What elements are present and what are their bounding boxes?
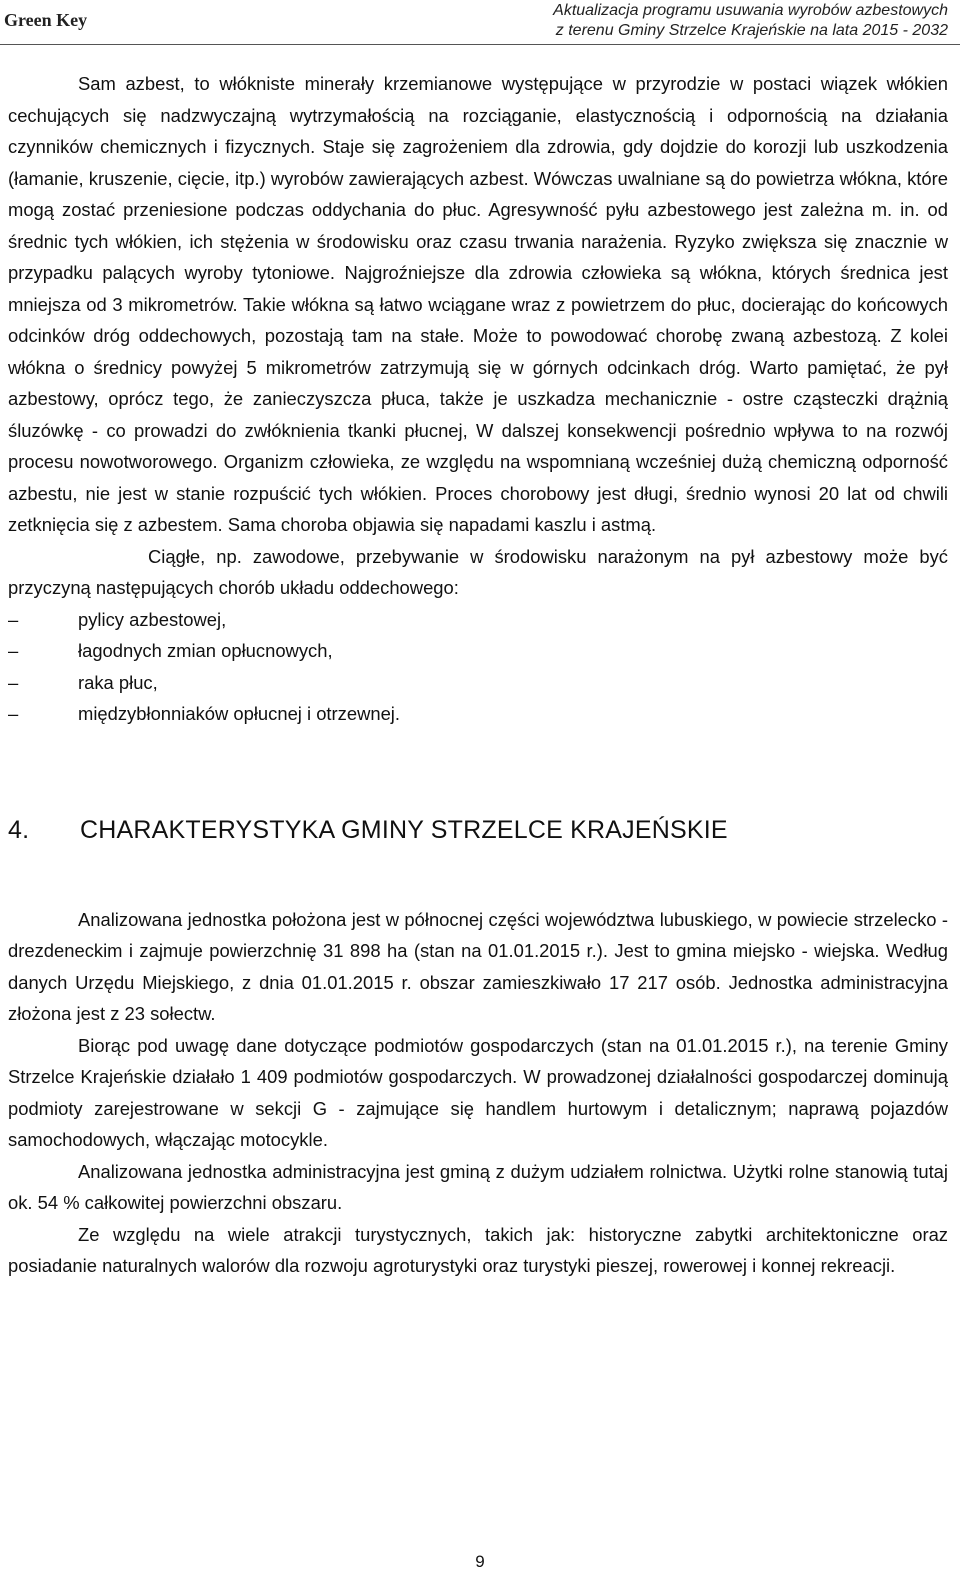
paragraph-businesses: Biorąc pod uwagę dane dotyczące podmiotów gospodarczych (stan na 01.01.2015 r.), na terenie Gminy Strzelce Krajeńskie działało 1 409 podmiotów gospodarczych. W prowadzonej działalności gospodarczej dominują podmioty zarejestrowane w sekcji G - zajmujące się handlem hurtowym i detalicznym; naprawą pojazdów samochodowych, włączając motocykle.	[8, 1034, 948, 1150]
brand-name: Green Key	[4, 10, 88, 30]
section-heading	[8, 810, 948, 850]
page-content	[8, 68, 948, 1282]
section-number: 4.	[8, 815, 30, 844]
list-item	[8, 667, 948, 699]
list-item-text: pylicy azbestowej,	[78, 608, 227, 630]
list-item	[8, 604, 948, 636]
section-title: CHARAKTERYSTYKA GMINY STRZELCE KRAJEŃSKIE	[80, 815, 728, 844]
list-item-text: raka płuc,	[78, 671, 158, 693]
document-title-line-2: z terenu Gminy Strzelce Krajeńskie na lata 2015 - 2032	[555, 22, 948, 39]
dash-bullet: –	[8, 671, 19, 693]
list-item	[8, 698, 948, 730]
dash-bullet: –	[8, 703, 19, 724]
paragraph-tourism: Ze względu na wiele atrakcji turystycznych, takich jak: historyczne zabytki architektoniczne oraz posiadanie naturalnych walorów dla rozwoju agroturystyki oraz turystyki pieszej, rowerowej i konnej rekreacji.	[8, 1223, 948, 1276]
header-divider	[0, 44, 960, 45]
paragraph-location: Analizowana jednostka położona jest w północnej części województwa lubuskiego, w powiecie strzelecko - drezdeneckim i zajmuje powierzchnię 31 898 ha (stan na 01.01.2015 r.). Jest to gmina miejsko - wiejska. Według danych Urzędu Miejskiego, z dnia 01.01.2015 r. obszar zamieszkiwało 17 217 osób. Jednostka administracyjna złożona jest z 23 sołectw.	[8, 908, 948, 1024]
dash-bullet: –	[8, 640, 19, 661]
paragraph-exposure-intro: Ciągłe, np. zawodowe, przebywanie w środowisku narażonym na pył azbestowy może być przyczyną następujących chorób układu oddechowego:	[8, 545, 948, 598]
document-title-line-1: Aktualizacja programu usuwania wyrobów azbestowych	[553, 2, 948, 19]
list-item-text: łagodnych zmian opłucnowych,	[78, 640, 333, 661]
page-header	[0, 0, 960, 44]
list-item	[8, 635, 948, 667]
document-title	[553, 1, 948, 41]
paragraph-agriculture: Analizowana jednostka administracyjna jest gminą z dużym udziałem rolnictwa. Użytki rolne stanowią tutaj ok. 54 % całkowitej powierzchni obszaru.	[8, 1160, 948, 1213]
list-item-text: międzybłonniaków opłucnej i otrzewnej.	[78, 703, 401, 724]
paragraph-asbestos-description: Sam azbest, to włókniste minerały krzemianowe występujące w przyrodzie w postaci wiązek włókien cechujących się nadzwyczajną wytrzymałością na rozciąganie, elastycznością i odpornością na działania czynników chemicznych i fizycznych. Staje się zagrożeniem dla zdrowia, gdy dojdzie do korozji lub uszkodzenia (łamanie, kruszenie, cięcie, itp.) wyrobów zawierających azbest. Wówczas uwalniane są do powietrza włókna, które mogą zostać przeniesione podczas oddychania do płuc. Agresywność pyłu azbestowego jest zależna m. in. od średnic tych włókien, ich stężenia w środowisku oraz czasu trwania narażenia. Ryzyko zwiększa się znacznie w przypadku palących wyroby tytoniowe. Najgroźniejsze dla zdrowia człowieka są włókna, których średnica jest mniejsza od 3 mikrometrów. Takie włókna są łatwo wciągane wraz z powietrzem do płuc, docierając do końcowych odcinków dróg oddechowych, pozostają tam na stałe. Może to powodować chorobę zwaną azbestozą. Z kolei włókna o średnicy powyżej 5 mikrometrów zatrzymują się w górnych odcinkach dróg. Warto pamiętać, że pył azbestowy, oprócz tego, że zanieczyszcza płuca, także je uszkadza mechanicznie - ostre cząsteczki drążnią śluzówkę - co prowadzi do zwłóknienia tkanki płucnej, W dalszej konsekwencji pośrednio wpływa to na rozwój procesu nowotworowego. Organizm człowieka, ze względu na wspomnianą wcześniej dużą chemiczną odporność azbestu, nie jest w stanie rozpuścić tych włókien. Proces chorobowy jest długi, średnio wynosi 20 lat od chwili zetknięcia się z azbestem. Sama choroba objawia się napadami kaszlu i astmą.	[8, 73, 948, 535]
disease-list	[8, 604, 948, 730]
dash-bullet: –	[8, 608, 19, 630]
page-number: 9	[475, 1552, 485, 1571]
